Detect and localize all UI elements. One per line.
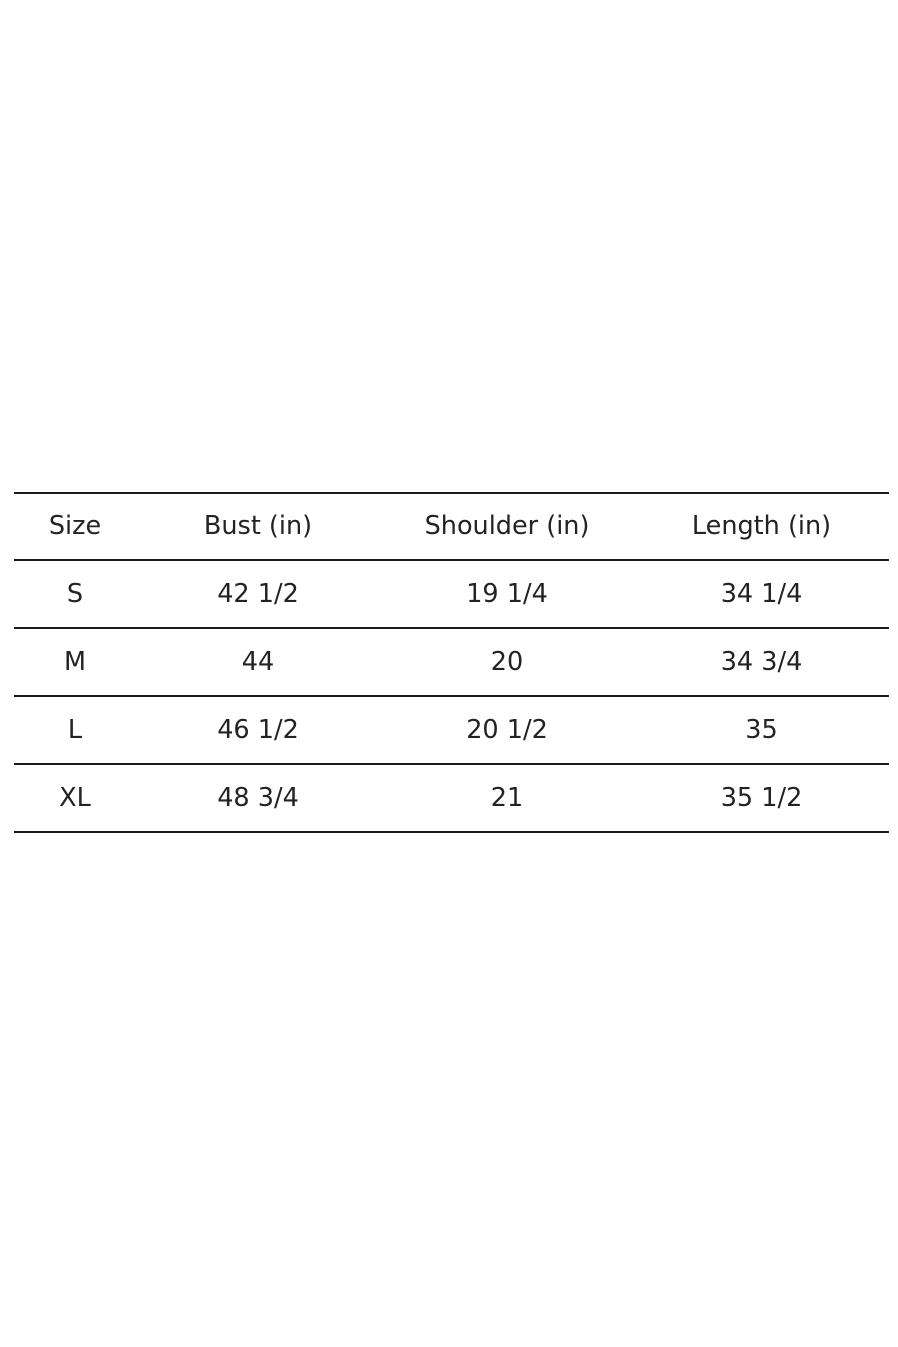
cell-bust: 42 1/2 (217, 578, 299, 609)
cell-size: L (14, 696, 136, 764)
table-row (14, 696, 889, 764)
cell-length: 35 1/2 (634, 764, 889, 832)
cell-shoulder: 19 1/4 (466, 578, 548, 609)
column-header-bust: Bust (in) (136, 493, 380, 560)
cell-size: S (66, 578, 84, 609)
cell-size: XL (14, 764, 136, 832)
cell-shoulder: 20 1/2 (380, 696, 634, 764)
cell-size: M (14, 628, 136, 696)
column-header-length: Length (in) (634, 493, 889, 560)
table-row (14, 628, 889, 696)
column-header-shoulder: Shoulder (in) (380, 493, 634, 560)
cell-length: 35 (634, 696, 889, 764)
cell-bust: 44 (136, 628, 380, 696)
table-header-row (14, 493, 889, 560)
cell-shoulder: 20 (380, 628, 634, 696)
size-chart-table (14, 492, 889, 833)
column-header-size: Size (14, 493, 136, 560)
table-row (14, 560, 889, 628)
table-header (14, 493, 889, 560)
table-row (14, 764, 889, 832)
size-chart-table-container (14, 492, 889, 833)
cell-length: 34 1/4 (720, 578, 803, 609)
cell-length: 34 3/4 (634, 628, 889, 696)
cell-shoulder: 21 (380, 764, 634, 832)
table-body (14, 560, 889, 832)
cell-bust: 46 1/2 (136, 696, 380, 764)
cell-bust: 48 3/4 (136, 764, 380, 832)
